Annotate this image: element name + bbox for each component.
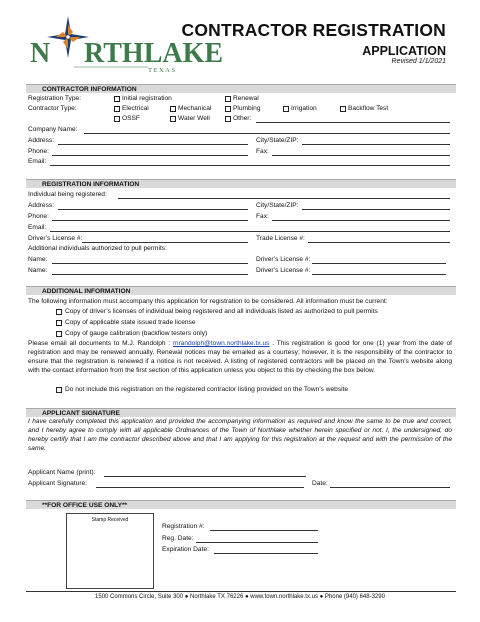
fax-field[interactable]: [272, 149, 450, 156]
reg-address-field[interactable]: [58, 203, 248, 210]
irrigation-checkbox[interactable]: [283, 106, 289, 112]
email-label: Email:: [28, 158, 47, 165]
reg-address-label: Address:: [28, 202, 55, 209]
drivers-license-copy-label: Copy of driver’s licenses of individual being registered and all individuals listed as authorized to pull permits: [65, 308, 378, 315]
svg-text:TEXAS: TEXAS: [148, 67, 177, 74]
revised-date: Revised 1/1/2021: [391, 58, 446, 65]
trade-license-copy-checkbox[interactable]: [56, 320, 62, 326]
ossf-checkbox[interactable]: [114, 116, 120, 122]
reg-fax-label: Fax:: [256, 213, 269, 220]
applicant-name-field[interactable]: [104, 470, 306, 477]
plumbing-checkbox[interactable]: [225, 106, 231, 112]
email-instructions: [28, 340, 452, 376]
gauge-calibration-checkbox[interactable]: [56, 331, 62, 337]
applicant-signature-label: Applicant Signature:: [28, 480, 88, 487]
city-state-zip-field[interactable]: [302, 138, 450, 145]
reg-phone-field[interactable]: [52, 214, 248, 221]
initial-registration-label: Initial registration: [122, 95, 172, 102]
dl2-field[interactable]: [312, 268, 446, 275]
section-heading: ADDITIONAL INFORMATION: [42, 288, 131, 295]
registration-number-label: Registration #:: [162, 523, 205, 530]
mechanical-checkbox[interactable]: [170, 106, 176, 112]
contractor-type-label: Contractor Type:: [28, 105, 77, 112]
additional-individuals-label: Additional individuals authorized to pull permits:: [28, 245, 167, 252]
trade-license-field[interactable]: [308, 236, 450, 243]
section-office: [26, 500, 456, 509]
reg-phone-label: Phone:: [28, 213, 49, 220]
applicant-signature-field[interactable]: [96, 481, 304, 488]
title-main: CONTRACTOR REGISTRATION: [181, 20, 446, 40]
company-name-label: Company Name:: [28, 126, 78, 133]
optout-checkbox[interactable]: [56, 387, 62, 393]
fax-label: Fax:: [256, 148, 269, 155]
dl1-label: Driver’s License #:: [256, 256, 311, 263]
city-state-zip-label: City/State/ZIP:: [256, 137, 299, 144]
date-label: Date:: [312, 480, 328, 487]
registration-type-label: Registration Type:: [28, 95, 82, 102]
other-checkbox[interactable]: [225, 116, 231, 122]
applicant-name-label: Applicant Name (print):: [28, 469, 96, 476]
address-label: Address:: [28, 137, 55, 144]
renewal-label: Renewal: [233, 95, 259, 102]
footer-contact: 1500 Commons Circle, Suite 300 ● Northlake TX 76226 ● www.town.northlake.tx.us ● Phone (940) 648-3290: [95, 594, 385, 600]
name2-label: Name:: [28, 267, 48, 274]
expiration-date-field[interactable]: [214, 547, 318, 554]
section-heading: CONTRACTOR INFORMATION: [42, 86, 137, 93]
trade-license-label: Trade License #:: [256, 235, 305, 242]
individual-label: Individual being registered:: [28, 191, 107, 198]
backflow-label: Backflow Test: [348, 105, 389, 112]
stamp-box: [66, 513, 154, 589]
reg-city-state-zip-label: City/State/ZIP:: [256, 202, 299, 209]
renewal-checkbox[interactable]: [225, 96, 231, 102]
gauge-calibration-label: Copy of gauge calibration (backflow testers only): [65, 330, 208, 337]
name2-field[interactable]: [52, 268, 248, 275]
email-instructions-post: . This registration is good for one (1) year from the date of registration and may be renewed annually. Renewal notices may be emailed as a courtesy; however, it is the responsibility of the contractor to ensure that the registration is renewed if a notice is not received. A listing of registered contractors will be placed on the Town’s website along with the contact information from the first section of this application unless you object to this by checking the box below.: [28, 340, 452, 374]
section-heading: APPLICANT SIGNATURE: [42, 410, 120, 417]
reg-city-state-zip-field[interactable]: [302, 203, 450, 210]
electrical-label: Electrical: [122, 105, 149, 112]
reg-date-field[interactable]: [196, 536, 318, 543]
section-heading: **FOR OFFICE USE ONLY**: [42, 502, 128, 509]
title-sub: APPLICATION: [362, 44, 446, 58]
company-name-field[interactable]: [84, 127, 450, 134]
logo-graphic: [30, 16, 224, 76]
reg-fax-field[interactable]: [272, 214, 450, 221]
northlake-logo: [30, 16, 224, 76]
name1-label: Name:: [28, 256, 48, 263]
section-heading: REGISTRATION INFORMATION: [42, 181, 140, 188]
expiration-date-label: Expiration Date:: [162, 546, 209, 553]
registration-number-field[interactable]: [210, 524, 318, 531]
dl1-field[interactable]: [312, 257, 446, 264]
logo-wordmark: N: [30, 38, 51, 69]
initial-registration-checkbox[interactable]: [114, 96, 120, 102]
phone-label: Phone:: [28, 148, 49, 155]
address-field[interactable]: [58, 138, 248, 145]
trade-license-copy-label: Copy of applicable state issued trade license: [65, 319, 196, 326]
electrical-checkbox[interactable]: [114, 106, 120, 112]
stamp-received-label: Stamp Received: [91, 517, 129, 523]
section-registration: [26, 179, 456, 188]
date-field[interactable]: [330, 481, 450, 488]
mechanical-label: Mechanical: [178, 105, 212, 112]
signature-statement: I have carefully completed this application and provided the accompanying information as required and know the same to be true and correct, and I hereby agree to comply with all applicable Ordinances of the Town of Northlake whether herein specified or not. I, the undersigned, do hereby certify that I am the contractor described above and that I am applying for this registration at the request and with the permission of the same.: [28, 418, 452, 452]
reg-email-label: Email:: [28, 224, 47, 231]
water-well-checkbox[interactable]: [170, 116, 176, 122]
drivers-license-field[interactable]: [82, 236, 248, 243]
drivers-license-copy-checkbox[interactable]: [56, 309, 62, 315]
drivers-license-label: Driver’s License #:: [28, 235, 83, 242]
plumbing-label: Plumbing: [233, 105, 261, 112]
water-well-label: Water Well: [178, 115, 210, 122]
additional-intro: The following information must accompany this application for registration to be considered. All information must be current:: [28, 298, 388, 305]
backflow-checkbox[interactable]: [340, 106, 346, 112]
irrigation-label: Irrigation: [291, 105, 317, 112]
email-field[interactable]: [50, 159, 450, 166]
section-signature: [26, 408, 456, 417]
individual-field[interactable]: [118, 192, 450, 199]
ossf-label: OSSF: [122, 115, 140, 122]
reg-date-label: Reg. Date:: [162, 535, 194, 542]
footer-divider: [26, 591, 456, 592]
name1-field[interactable]: [52, 257, 248, 264]
form-title: [181, 20, 446, 65]
reg-email-field[interactable]: [50, 225, 450, 232]
optout-label: Do not include this registration on the registered contractor listing provided on the Town’s website: [65, 386, 349, 393]
other-label: Other:: [233, 115, 252, 122]
section-contractor: [26, 84, 456, 93]
email-instructions-pre: Please email all documents to M.J. Randolph :: [28, 340, 173, 347]
dl2-label: Driver’s License #:: [256, 267, 311, 274]
phone-field[interactable]: [52, 149, 248, 156]
svg-text:RTHLAKE: RTHLAKE: [84, 38, 224, 69]
email-link[interactable]: mrandolph@town.northlake.tx.us: [172, 340, 270, 347]
section-additional: [26, 286, 456, 295]
other-field[interactable]: [256, 116, 450, 123]
